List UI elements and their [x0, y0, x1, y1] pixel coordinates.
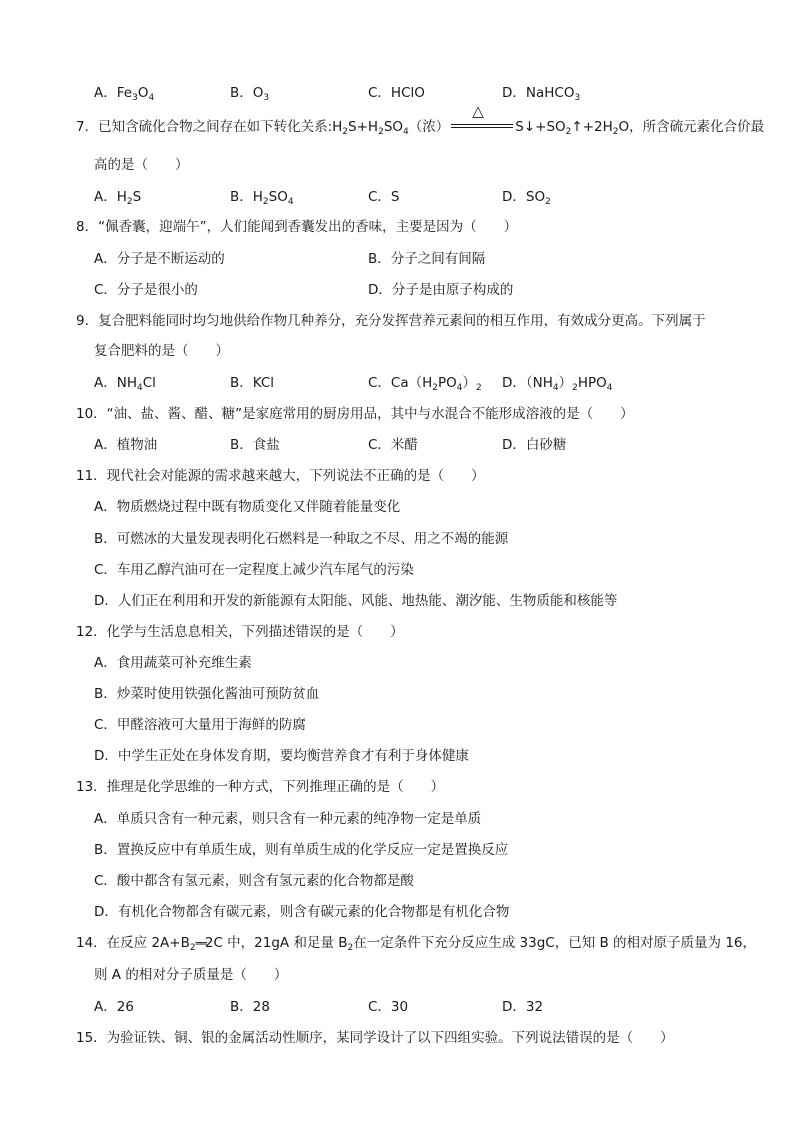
q13-option-a[interactable]: A．单质只含有一种元素，则只含有一种元素的纯净物一定是单质: [94, 811, 482, 827]
heat-symbol: △: [472, 102, 484, 120]
question-7-line-1: 7．已知含硫化合物之间存在如下转化关系$:H_2S+H_2SO_4$（浓） △ $S↓+SO_2↑+2H_2O$，所含硫元素化合价最: [76, 102, 765, 137]
q13-option-c[interactable]: C．酸中都含有氢元素，则含有氢元素的化合物都是酸: [94, 873, 414, 889]
question-8: 8．“佩香囊，迎端午”，人们能闻到香囊发出的香味，主要是因为（ ）: [76, 219, 518, 235]
q9-option-a[interactable]: A．$NH_4Cl$: [94, 375, 156, 393]
q6-option-a[interactable]: A．$Fe_3O_4$: [94, 85, 155, 103]
reaction-equation: $H_2S+H_2SO_4$（浓） △ $S↓+SO_2↑+2H_2O$: [332, 102, 630, 137]
q6-option-c[interactable]: C．HClO: [368, 85, 425, 101]
q8-option-d[interactable]: D．分子是由原子构成的: [368, 282, 514, 298]
q13-option-b[interactable]: B．置换反应中有单质生成，则有单质生成的化学反应一定是置换反应: [94, 842, 509, 858]
question-15: 15．为验证铁、铜、银的金属活动性顺序，某同学设计了以下四组实验。下列说法错误的是（ ）: [76, 1030, 674, 1046]
q7-option-c[interactable]: C．S: [368, 189, 400, 205]
q11-option-d[interactable]: D．人们正在利用和开发的新能源有太阳能、风能、地热能、潮汐能、生物质能和核能等: [94, 593, 618, 609]
q14-option-c[interactable]: C．30: [368, 999, 409, 1015]
question-11: 11．现代社会对能源的需求越来越大，下列说法不正确的是（ ）: [76, 468, 485, 484]
q14-option-b[interactable]: B．28: [230, 999, 270, 1015]
q7-option-d[interactable]: D．$SO_2$: [502, 189, 551, 207]
q11-option-a[interactable]: A．物质燃烧过程中既有物质变化又伴随着能量变化: [94, 499, 401, 515]
q8-option-a[interactable]: A．分子是不断运动的: [94, 251, 225, 267]
q10-option-d[interactable]: D．白砂糖: [502, 437, 567, 453]
q13-option-d[interactable]: D．有机化合物都含有碳元素，则含有碳元素的化合物都是有机化合物: [94, 904, 510, 920]
question-14-line-2: 则 A 的相对分子质量是（ ）: [94, 967, 288, 983]
q12-option-b[interactable]: B．炒菜时使用铁强化酱油可预防贫血: [94, 686, 320, 702]
q6-option-d[interactable]: D．NaHCO$_3$: [502, 85, 581, 103]
q7-option-a[interactable]: A．$H_2S$: [94, 189, 142, 207]
q8-option-b[interactable]: B．分子之间有间隔: [368, 251, 486, 267]
q14-option-a[interactable]: A．26: [94, 999, 134, 1015]
q9-option-d[interactable]: D．$(NH_4)_2HPO_4$: [502, 375, 613, 393]
question-10: 10．“油、盐、酱、醋、糖”是家庭常用的厨房用品，其中与水混合不能形成溶液的是（ ）: [76, 406, 634, 422]
q7-option-b[interactable]: B．$H_2SO_4$: [230, 189, 294, 207]
question-7-line-2: 高的是（ ）: [94, 157, 189, 173]
q11-option-c[interactable]: C．车用乙醇汽油可在一定程度上减少汽车尾气的污染: [94, 562, 414, 578]
q11-option-b[interactable]: B．可燃冰的大量发现表明化石燃料是一种取之不尽、用之不竭的能源: [94, 531, 509, 547]
q12-option-a[interactable]: A．食用蔬菜可补充维生素: [94, 655, 252, 671]
question-13: 13．推理是化学思维的一种方式，下列推理正确的是（ ）: [76, 779, 445, 795]
question-14-line-1: 14．在反应 $2A+B_2══2C$ 中，21gA 和足量 $B_2$在一定条件下充分反应生成 33gC，已知 B 的相对原子质量为 16，: [76, 935, 757, 953]
q10-option-a[interactable]: A．植物油: [94, 437, 158, 453]
q10-option-c[interactable]: C．米醋: [368, 437, 418, 453]
q8-option-c[interactable]: C．分子是很小的: [94, 282, 198, 298]
q9-option-b[interactable]: B．KCl: [230, 375, 275, 391]
heat-reaction-arrow: [451, 102, 513, 136]
q9-option-c[interactable]: C．$Ca(H_2PO_4)_2$: [368, 375, 482, 393]
q12-option-d[interactable]: D．中学生正处在身体发育期，要均衡营养食才有利于身体健康: [94, 748, 469, 764]
q14-option-d[interactable]: D．32: [502, 999, 544, 1015]
q12-option-c[interactable]: C．甲醛溶液可大量用于海鲜的防腐: [94, 717, 306, 733]
question-12: 12．化学与生活息息相关，下列描述错误的是（ ）: [76, 624, 404, 640]
question-9-line-2: 复合肥料的是（ ）: [94, 343, 229, 359]
q10-option-b[interactable]: B．食盐: [230, 437, 280, 453]
q6-option-b[interactable]: B．$O_3$: [230, 85, 270, 103]
question-9-line-1: 9．复合肥料能同时均匀地供给作物几种养分，充分发挥营养元素间的相互作用，有效成分更高。下列属于: [76, 313, 706, 329]
